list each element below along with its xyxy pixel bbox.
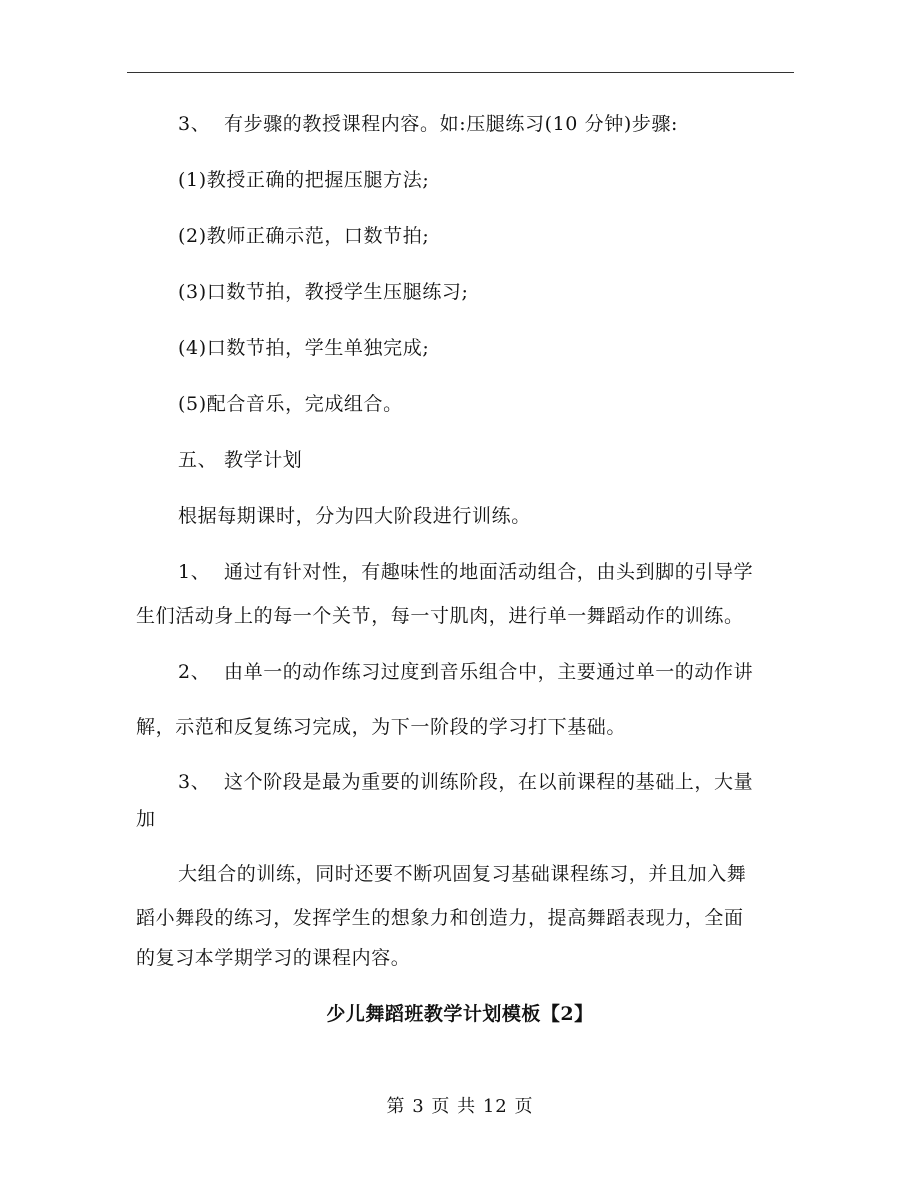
paragraph-phase-1-line2: 生们活动身上的每一个关节，每一寸肌肉，进行单一舞蹈动作的训练。 (136, 605, 744, 627)
paragraph-text: 这个阶段是最为重要的训练阶段，在以前课程的基础上，大量 (224, 771, 754, 793)
paragraph-text: 由单一的动作练习过度到音乐组合中，主要通过单一的动作讲 (224, 661, 754, 683)
list-item: (2)教师正确示范，口数节拍; (178, 225, 430, 247)
paragraph-continued-line2: 蹈小舞段的练习，发挥学生的想象力和创造力，提高舞蹈表现力，全面 (136, 907, 744, 929)
paragraph-phase-2-line1 (178, 660, 753, 684)
paragraph-text: 有步骤的教授课程内容。如:压腿练习(10 分钟)步骤: (224, 113, 679, 135)
page-footer: 第 3 页 共 12 页 (386, 1096, 534, 1117)
paragraph-phase-3-line2: 加 (136, 808, 156, 830)
paragraph-text: 通过有针对性，有趣味性的地面活动组合，由头到脚的引导学 (224, 561, 754, 583)
paragraph-phase-3-line1 (178, 770, 753, 794)
paragraph-number: 3、 (178, 113, 211, 135)
list-item: (5)配合音乐，完成组合。 (178, 393, 403, 415)
paragraph-step-3 (178, 112, 678, 136)
paragraph-phase-1-line1 (178, 560, 753, 584)
paragraph-continued-line3: 的复习本学期学习的课程内容。 (136, 947, 411, 969)
paragraph-number: 1、 (178, 561, 211, 583)
heading-text: 教学计划 (224, 449, 303, 471)
paragraph-number: 3、 (178, 771, 211, 793)
paragraph-number: 2、 (178, 661, 211, 683)
section-title: 少儿舞蹈班教学计划模板【2】 (326, 1003, 594, 1025)
list-item: (3)口数节拍，教授学生压腿练习; (178, 281, 469, 303)
list-item: (4)口数节拍，学生单独完成; (178, 337, 430, 359)
heading-number: 五、 (178, 449, 218, 471)
paragraph: 根据每期课时，分为四大阶段进行训练。 (178, 505, 531, 527)
section-heading (178, 448, 302, 472)
header-rule (127, 72, 794, 73)
paragraph-phase-2-line2: 解，示范和反复练习完成，为下一阶段的学习打下基础。 (136, 716, 627, 738)
list-item: (1)教授正确的把握压腿方法; (178, 169, 430, 191)
paragraph-continued-line1: 大组合的训练，同时还要不断巩固复习基础课程练习，并且加入舞 (178, 863, 747, 885)
